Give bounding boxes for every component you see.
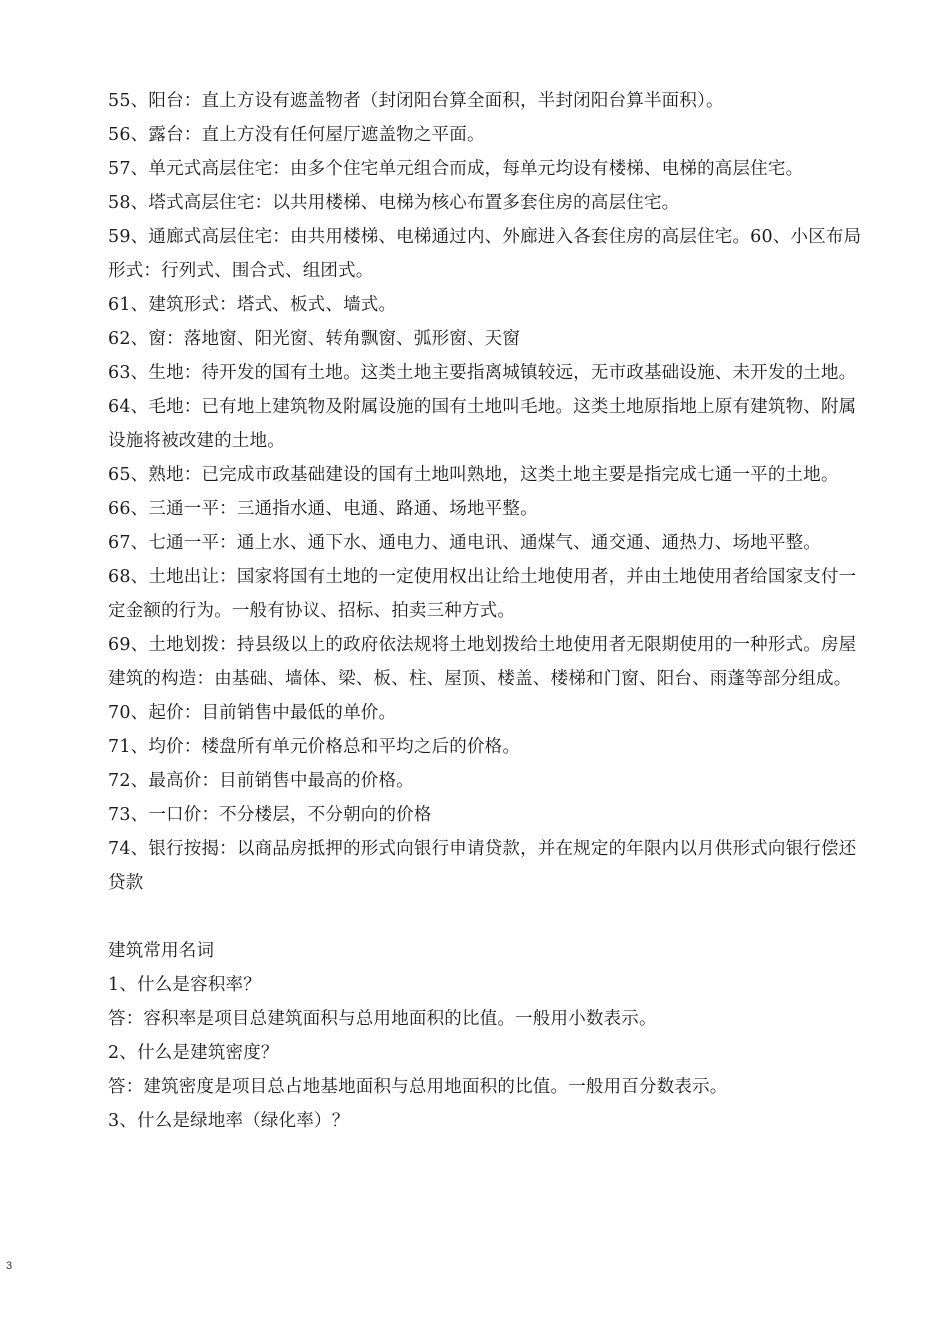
paragraph-74: 74、银行按揭：以商品房抵押的形式向银行申请贷款，并在规定的年限内以月供形式向银行偿还贷款 <box>108 839 857 893</box>
paragraph-59: 59、通廊式高层住宅：由共用楼梯、电梯通过内、外廊进入各套住房的高层住宅。60、小区布局形式：行列式、围合式、组团式。 <box>108 227 862 281</box>
paragraph-73: 73、一口价：不分楼层，不分朝向的价格 <box>108 805 432 825</box>
paragraph-70: 70、起价：目前销售中最低的单价。 <box>108 703 397 723</box>
paragraph-56: 56、露台：直上方没有任何屋厅遮盖物之平面。 <box>108 125 485 145</box>
question-1: 1、什么是容积率？ <box>108 975 261 995</box>
paragraph-67: 67、七通一平：通上水、通下水、通电力、通电讯、通煤气、通交通、通热力、场地平整。 <box>108 533 821 553</box>
section-title: 建筑常用名词 <box>108 941 215 961</box>
paragraph-64: 64、毛地：已有地上建筑物及附属设施的国有土地叫毛地。这类土地原指地上原有建筑物、附属设施将被改建的土地。 <box>108 397 857 451</box>
question-2: 2、什么是建筑密度？ <box>108 1043 279 1063</box>
paragraph-55: 55、阳台：直上方设有遮盖物者（封闭阳台算全面积，半封闭阳台算半面积）。 <box>108 91 724 111</box>
answer-1: 答：容积率是项目总建筑面积与总用地面积的比值。一般用小数表示。 <box>108 1009 657 1029</box>
paragraph-57: 57、单元式高层住宅：由多个住宅单元组合而成，每单元均设有楼梯、电梯的高层住宅。 <box>108 159 804 179</box>
answer-2: 答：建筑密度是项目总占地基地面积与总用地面积的比值。一般用百分数表示。 <box>108 1077 728 1097</box>
paragraph-71: 71、均价：楼盘所有单元价格总和平均之后的价格。 <box>108 737 521 757</box>
paragraph-63: 63、生地：待开发的国有土地。这类土地主要指离城镇较远，无市政基础设施、未开发的土地。 <box>108 363 857 383</box>
paragraph-72: 72、最高价：目前销售中最高的价格。 <box>108 771 414 791</box>
paragraph-66: 66、三通一平：三通指水通、电通、路通、场地平整。 <box>108 499 538 519</box>
paragraph-68: 68、土地出让：国家将国有土地的一定使用权出让给土地使用者，并由土地使用者给国家支付一定金额的行为。一般有协议、招标、拍卖三种方式。 <box>108 567 857 621</box>
paragraph-69: 69、土地划拨：持县级以上的政府依法规将土地划拨给土地使用者无限期使用的一种形式。房屋建筑的构造：由基础、墙体、梁、板、柱、屋顶、楼盖、楼梯和门窗、阳台、雨蓬等部分组成。 <box>108 635 857 689</box>
paragraph-58: 58、塔式高层住宅：以共用楼梯、电梯为核心布置多套住房的高层住宅。 <box>108 193 680 213</box>
document-body <box>108 84 868 1138</box>
paragraph-65: 65、熟地：已完成市政基础建设的国有土地叫熟地，这类土地主要是指完成七通一平的土地。 <box>108 465 839 485</box>
page-number: 3 <box>6 1260 13 1272</box>
section-spacer <box>108 900 868 934</box>
paragraph-61: 61、建筑形式：塔式、板式、墙式。 <box>108 295 397 315</box>
question-3: 3、什么是绿地率（绿化率）？ <box>108 1111 350 1131</box>
paragraph-62: 62、窗：落地窗、阳光窗、转角飘窗、弧形窗、天窗 <box>108 329 521 349</box>
